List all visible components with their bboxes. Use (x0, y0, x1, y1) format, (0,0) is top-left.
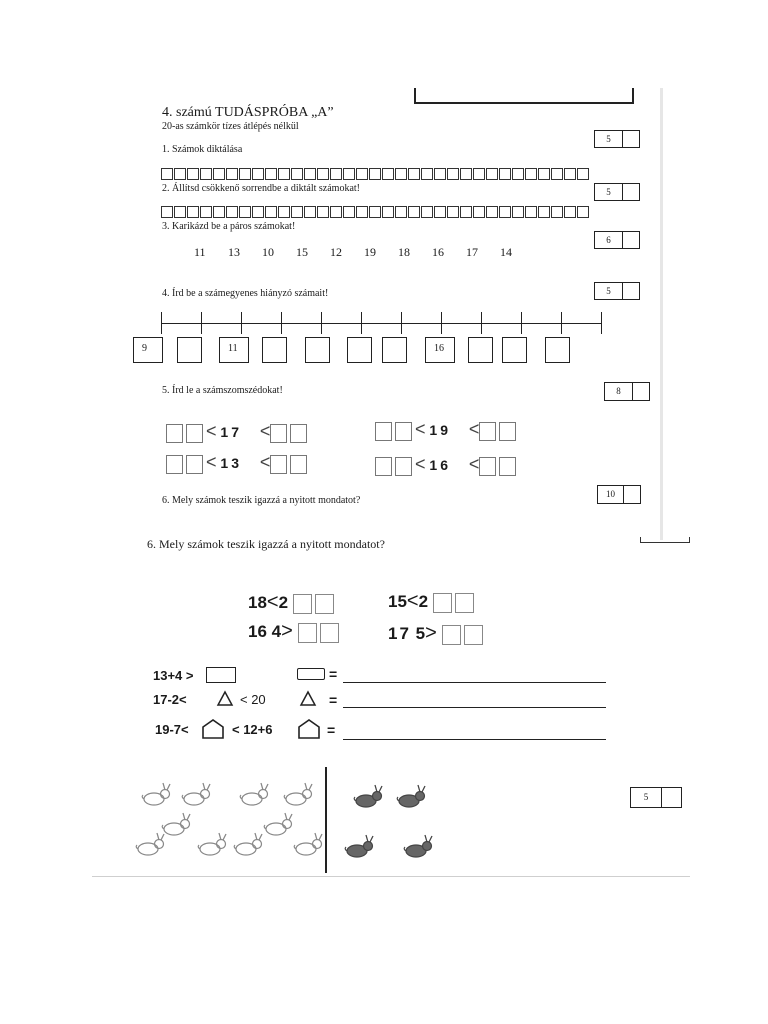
number-to-circle[interactable]: 16 (432, 245, 444, 259)
answer-cell[interactable] (369, 206, 381, 218)
answer-cell[interactable] (330, 168, 342, 180)
number-line-tick (561, 312, 562, 334)
task6-score: 10 (598, 486, 624, 503)
answer-box[interactable] (320, 623, 339, 643)
less-than-symbol: < (206, 452, 217, 472)
number-to-circle[interactable]: 17 (466, 245, 478, 259)
answer-box[interactable] (166, 424, 183, 443)
number-line-tick (321, 312, 322, 334)
greater-than-symbol: > (425, 622, 437, 644)
answer-cell[interactable] (304, 168, 316, 180)
neighbor-row-2 (375, 419, 519, 441)
number-to-circle[interactable]: 18 (398, 245, 410, 259)
answer-box[interactable] (499, 422, 516, 441)
answer-cell[interactable] (252, 168, 264, 180)
answer-box[interactable] (499, 457, 516, 476)
eq1-left: 13+4 > (153, 668, 194, 683)
answer-cell[interactable] (551, 168, 563, 180)
task1-label: 1. Számok diktálása (162, 144, 243, 155)
task2-score: 5 (595, 184, 623, 200)
number-line-tick (401, 312, 402, 334)
ineq-4 (388, 622, 486, 645)
greater-than-symbol: > (281, 620, 293, 642)
task6-label: 6. Mely számok teszik igazzá a nyitott mondatot? (162, 495, 361, 506)
test-title: 4. számú TUDÁSPRÓBA „A” (162, 105, 334, 120)
answer-cell[interactable] (161, 206, 173, 218)
answer-cell[interactable] (421, 206, 433, 218)
neighbor-row-3 (166, 452, 310, 474)
answer-cell[interactable] (447, 168, 459, 180)
rabbit-icon (282, 782, 316, 808)
answer-cell[interactable] (226, 168, 238, 180)
answer-cell[interactable] (473, 206, 485, 218)
number-line-box[interactable] (262, 337, 287, 363)
ineq-number: 18 (248, 593, 267, 612)
answer-cell[interactable] (577, 168, 589, 180)
number-to-circle[interactable]: 19 (364, 245, 376, 259)
rabbit-icon (352, 784, 386, 810)
number-to-circle[interactable]: 10 (262, 245, 274, 259)
answer-cell[interactable] (265, 168, 277, 180)
task3-score-box (594, 231, 640, 249)
number-line-tick (241, 312, 242, 334)
answer-cell[interactable] (239, 206, 251, 218)
answer-cell[interactable] (239, 168, 251, 180)
rabbit-icon (343, 834, 377, 860)
less-than-symbol: < (468, 419, 480, 439)
answer-cell[interactable] (538, 206, 550, 218)
answer-box[interactable] (479, 457, 496, 476)
task3-number-row (194, 245, 534, 260)
number-line-tick (361, 312, 362, 334)
answer-box[interactable] (479, 422, 496, 441)
less-than-symbol: < (468, 454, 480, 474)
answer-box[interactable] (375, 457, 392, 476)
eq2-left: 17-2< (153, 692, 187, 707)
answer-cell[interactable] (499, 206, 511, 218)
number-line-box: 9 (133, 337, 163, 363)
answer-cell[interactable] (226, 206, 238, 218)
less-than-symbol: < (415, 454, 426, 474)
number-line-tick (481, 312, 482, 334)
answer-cell[interactable] (174, 206, 186, 218)
number-line-tick (281, 312, 282, 334)
answer-cell[interactable] (265, 206, 277, 218)
answer-cell[interactable] (499, 168, 511, 180)
task1-score: 5 (595, 131, 623, 147)
divider-vertical (325, 767, 327, 873)
task4-score-box (594, 282, 640, 300)
bottom-divider (92, 876, 690, 877)
eq2-answer-line[interactable] (343, 707, 606, 708)
answer-cell[interactable] (460, 206, 472, 218)
answer-box[interactable] (315, 594, 334, 614)
answer-box[interactable] (395, 422, 412, 441)
task1-score-box (594, 130, 640, 148)
answer-box[interactable] (270, 424, 287, 443)
ineq-number: 16 (248, 622, 267, 641)
less-than-symbol: < (266, 591, 279, 613)
task5-label: 5. Írd le a számszomszédokat! (162, 385, 283, 396)
answer-cell[interactable] (447, 206, 459, 218)
rabbit-icon (180, 782, 214, 808)
part2-heading: 6. Mely számok teszik igazzá a nyitott mondatot? (147, 537, 385, 551)
number-line-box[interactable] (177, 337, 202, 363)
answer-cell[interactable] (486, 168, 498, 180)
answer-cell[interactable] (252, 206, 264, 218)
eq1-equals: = (329, 666, 338, 682)
scan-edge (660, 88, 663, 540)
answer-box[interactable] (395, 457, 412, 476)
answer-box[interactable] (166, 455, 183, 474)
answer-box[interactable] (298, 623, 317, 643)
number-line-tick (601, 312, 602, 334)
header-bar (414, 88, 634, 104)
answer-cell[interactable] (356, 206, 368, 218)
neighbor-number: 17 (220, 424, 242, 440)
number-line-box: 11 (219, 337, 249, 363)
ineq-digit: 2 (418, 592, 429, 611)
answer-cell[interactable] (200, 206, 212, 218)
eq3-answer-line[interactable] (343, 739, 606, 740)
answer-cell[interactable] (512, 168, 524, 180)
answer-box[interactable] (293, 594, 312, 614)
number-to-circle[interactable]: 14 (500, 245, 512, 259)
rabbit-icon (395, 784, 429, 810)
pentagon-icon (297, 718, 321, 740)
triangle-icon (299, 690, 317, 707)
answer-box[interactable] (186, 455, 203, 474)
number-line-box[interactable] (468, 337, 493, 363)
rabbit-icon (292, 832, 326, 858)
answer-cell[interactable] (460, 168, 472, 180)
answer-cell[interactable] (291, 206, 303, 218)
answer-box[interactable] (442, 625, 461, 645)
answer-cell[interactable] (382, 168, 394, 180)
answer-cell[interactable] (330, 206, 342, 218)
number-to-circle[interactable]: 12 (330, 245, 342, 259)
pentagon-shape[interactable] (201, 718, 225, 740)
number-to-circle[interactable]: 13 (228, 245, 240, 259)
number-line-tick (161, 312, 162, 334)
answer-cell[interactable] (356, 168, 368, 180)
task5-score-box (604, 382, 650, 401)
neighbor-row-1 (166, 421, 310, 443)
ineq-digit: 2 (278, 593, 289, 612)
answer-cell[interactable] (434, 168, 446, 180)
number-line-tick (441, 312, 442, 334)
cropped-score-fragment (640, 537, 690, 543)
rabbit-icon (134, 832, 168, 858)
part2-score-box (630, 787, 682, 808)
neighbor-number: 16 (429, 457, 451, 473)
ineq-digit: 5 (415, 624, 426, 643)
less-than-symbol: < (259, 421, 271, 441)
less-than-symbol: < (406, 590, 419, 612)
rabbit-icon (232, 832, 266, 858)
eq1-answer-line[interactable] (343, 682, 606, 683)
number-line-box[interactable] (347, 337, 372, 363)
eq2-right: < 20 (240, 692, 266, 707)
answer-cell[interactable] (577, 206, 589, 218)
number-to-circle[interactable]: 15 (296, 245, 308, 259)
number-line-box[interactable] (545, 337, 570, 363)
task2-score-box (594, 183, 640, 201)
answer-cell[interactable] (525, 206, 537, 218)
rectangle-shape[interactable] (206, 667, 236, 683)
task3-score: 6 (595, 232, 623, 248)
eq3-left: 19-7< (155, 722, 189, 737)
answer-cell[interactable] (486, 206, 498, 218)
triangle-shape[interactable] (216, 690, 234, 707)
task2-label: 2. Állítsd csökkenő sorrendbe a diktált számokat! (162, 183, 361, 194)
answer-box[interactable] (464, 625, 483, 645)
answer-cell[interactable] (408, 206, 420, 218)
test-subtitle: 20-as számkör tízes átlépés nélkül (162, 121, 299, 132)
eq3-equals: = (327, 722, 336, 738)
answer-cell[interactable] (278, 168, 290, 180)
ineq-number: 17 (388, 624, 411, 643)
answer-box[interactable] (375, 422, 392, 441)
rabbit-icon (402, 834, 436, 860)
answer-cell[interactable] (213, 206, 225, 218)
ineq-number: 15 (388, 592, 407, 611)
answer-cell[interactable] (395, 168, 407, 180)
answer-cell[interactable] (395, 206, 407, 218)
ineq-digit: 4 (271, 622, 282, 641)
answer-cell[interactable] (551, 206, 563, 218)
answer-cell[interactable] (343, 168, 355, 180)
answer-cell[interactable] (421, 168, 433, 180)
task5-score: 8 (605, 383, 633, 400)
task2-answer-strip[interactable] (161, 206, 590, 218)
answer-box[interactable] (270, 455, 287, 474)
less-than-symbol: < (259, 452, 271, 472)
rabbit-icon (238, 782, 272, 808)
answer-cell[interactable] (434, 206, 446, 218)
answer-cell[interactable] (382, 206, 394, 218)
answer-cell[interactable] (564, 168, 576, 180)
answer-box[interactable] (455, 593, 474, 613)
answer-cell[interactable] (473, 168, 485, 180)
rabbit-icon (140, 782, 174, 808)
ineq-1 (248, 591, 337, 614)
task1-answer-strip[interactable] (161, 168, 590, 180)
answer-cell[interactable] (278, 206, 290, 218)
answer-cell[interactable] (304, 206, 316, 218)
answer-cell[interactable] (161, 168, 173, 180)
rabbit-icon (196, 832, 230, 858)
answer-box[interactable] (186, 424, 203, 443)
rectangle-shape-icon (297, 668, 325, 680)
less-than-symbol: < (206, 421, 217, 441)
task6-score-box (597, 485, 641, 504)
eq2-equals: = (329, 692, 338, 708)
task3-label: 3. Karikázd be a páros számokat! (162, 221, 296, 232)
neighbor-row-4 (375, 454, 519, 476)
number-line-box[interactable] (502, 337, 527, 363)
answer-cell[interactable] (200, 168, 212, 180)
answer-box[interactable] (290, 455, 307, 474)
neighbor-number: 13 (220, 455, 242, 471)
answer-cell[interactable] (343, 206, 355, 218)
number-line-box[interactable] (382, 337, 407, 363)
answer-cell[interactable] (564, 206, 576, 218)
ineq-2 (388, 590, 477, 613)
number-line-tick (201, 312, 202, 334)
number-line-tick (521, 312, 522, 334)
eq3-right: < 12+6 (232, 722, 273, 737)
less-than-symbol: < (415, 419, 426, 439)
number-to-circle[interactable]: 11 (194, 245, 206, 259)
neighbor-number: 19 (429, 422, 451, 438)
answer-cell[interactable] (213, 168, 225, 180)
number-line (161, 323, 601, 324)
answer-cell[interactable] (317, 206, 329, 218)
answer-cell[interactable] (512, 206, 524, 218)
answer-cell[interactable] (187, 168, 199, 180)
answer-cell[interactable] (187, 206, 199, 218)
answer-cell[interactable] (369, 168, 381, 180)
task4-label: 4. Írd be a számegyenes hiányzó számait! (162, 288, 329, 299)
answer-cell[interactable] (525, 168, 537, 180)
answer-cell[interactable] (408, 168, 420, 180)
answer-box[interactable] (433, 593, 452, 613)
answer-cell[interactable] (538, 168, 550, 180)
answer-cell[interactable] (174, 168, 186, 180)
answer-cell[interactable] (291, 168, 303, 180)
part2-score: 5 (631, 788, 662, 807)
answer-box[interactable] (290, 424, 307, 443)
task4-score: 5 (595, 283, 623, 299)
number-line-box: 16 (425, 337, 455, 363)
answer-cell[interactable] (317, 168, 329, 180)
ineq-3 (248, 620, 342, 643)
rabbit-icon (262, 812, 296, 838)
number-line-box[interactable] (305, 337, 330, 363)
